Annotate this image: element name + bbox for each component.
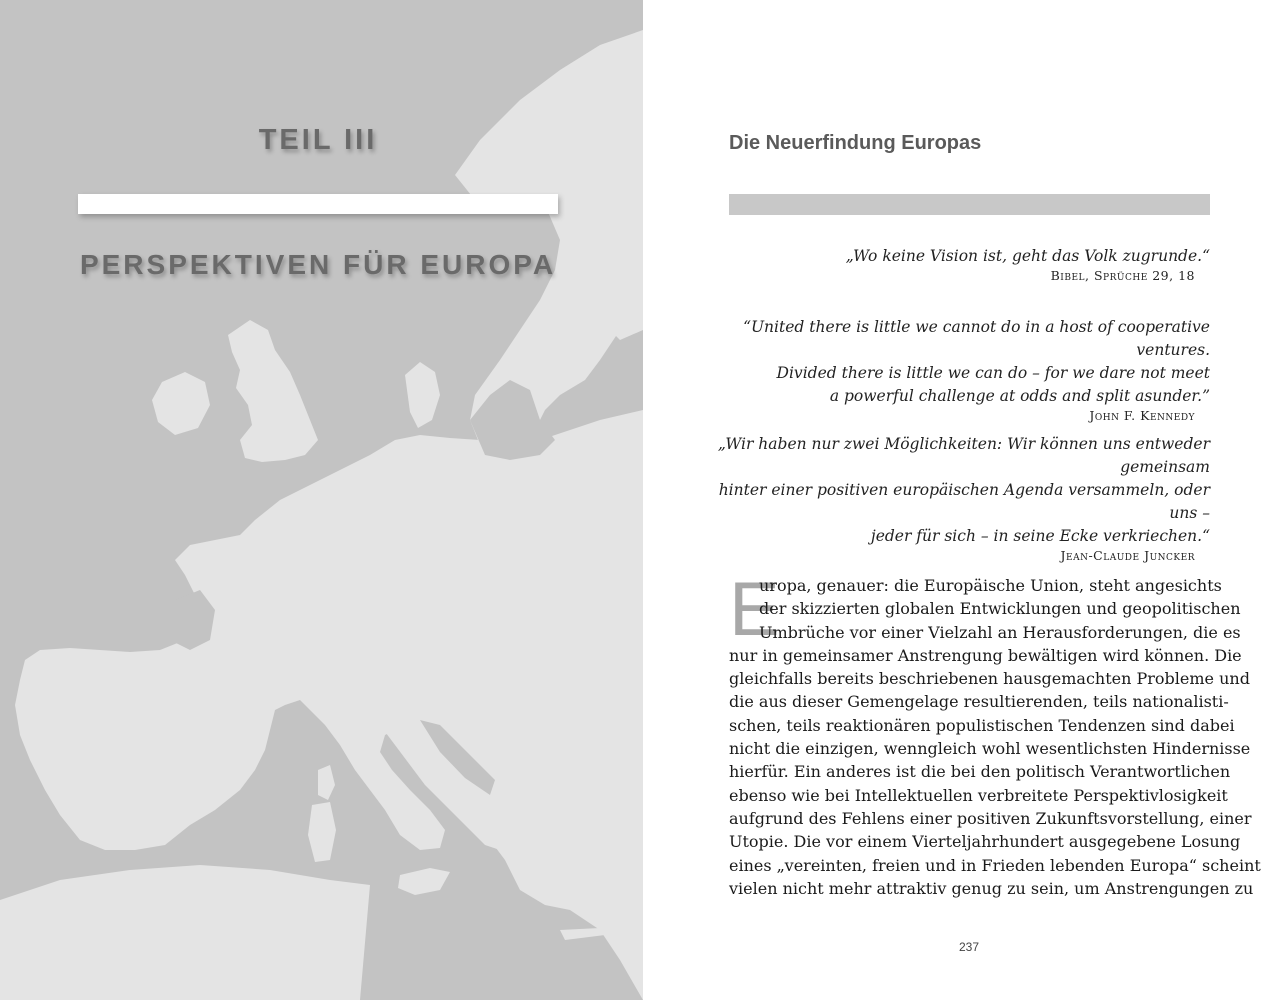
epigraph bbox=[710, 316, 1210, 424]
corsica-island bbox=[318, 765, 335, 800]
right-page bbox=[643, 0, 1286, 1000]
body-line: uropa, genauer: die Europäische Union, steht angesichts bbox=[759, 576, 1222, 595]
body-line: die aus dieser Gemengelage resultierenden, teils nationalisti- bbox=[729, 692, 1229, 712]
body-line: eines „vereinten, freien und in Frieden lebenden Europa“ scheint bbox=[729, 855, 1261, 875]
quote-line: „Wo keine Vision ist, geht das Volk zugrunde.“ bbox=[845, 247, 1210, 265]
ireland-landmass bbox=[152, 372, 210, 435]
epigraph-quote bbox=[710, 433, 1210, 548]
page-number: 237 bbox=[958, 940, 980, 954]
great-britain-landmass bbox=[228, 320, 318, 462]
quote-line: hinter einer positiven europäischen Agenda versammeln, oder uns – bbox=[718, 481, 1210, 522]
body-line: ebenso wie bei Intellektuellen verbreitete Perspektivlosigkeit bbox=[729, 785, 1228, 805]
crete-island bbox=[560, 928, 605, 940]
epigraph-attribution: John F. Kennedy bbox=[1089, 408, 1195, 423]
epigraph-quote bbox=[710, 316, 1210, 408]
sicily-island bbox=[398, 868, 450, 895]
denmark-landmass bbox=[405, 362, 440, 428]
north-africa-landmass bbox=[0, 865, 370, 1000]
quote-line: „Wir haben nur zwei Möglichkeiten: Wir können uns entweder gemeinsam bbox=[717, 435, 1210, 476]
drop-cap: E bbox=[729, 567, 780, 652]
epigraph bbox=[710, 245, 1210, 284]
part-title: PERSPEKTIVEN FÜR EUROPA bbox=[79, 249, 557, 280]
quote-line: Divided there is little we can do – for we dare not meet bbox=[776, 364, 1210, 382]
epigraph-attribution: Jean-Claude Juncker bbox=[1060, 548, 1195, 563]
epigraph-quote bbox=[710, 245, 1210, 268]
body-line: Umbrüche vor einer Vielzahl an Herausforderungen, die es bbox=[759, 622, 1241, 642]
body-line: nicht die einzigen, wenngleich wohl wesentlichsten Hindernisse bbox=[729, 739, 1251, 759]
body-paragraph bbox=[729, 567, 1261, 900]
body-line: vielen nicht mehr attraktiv genug zu sein, um Anstrengungen zu bbox=[729, 878, 1254, 898]
quote-line: a powerful challenge at odds and split asunder.” bbox=[829, 387, 1210, 405]
epigraph bbox=[710, 433, 1210, 564]
sardinia-island bbox=[308, 802, 336, 862]
body-line: aufgrund des Fehlens einer positiven Zukunftsvorstellung, einer bbox=[729, 808, 1252, 828]
chapter-title: Die Neuerfindung Europas bbox=[729, 132, 982, 154]
part-label: TEIL III bbox=[258, 124, 378, 156]
body-line: der skizzierten globalen Entwicklungen und geopolitischen bbox=[759, 599, 1241, 619]
epigraph-attribution: Bibel, Sprüche 29, 18 bbox=[1050, 268, 1195, 283]
quote-line: jeder für sich – in seine Ecke verkriechen.“ bbox=[870, 527, 1210, 545]
body-line: hierfür. Ein anderes ist die bei den politisch Verantwortlichen bbox=[729, 762, 1231, 782]
chapter-divider-bar bbox=[729, 194, 1210, 215]
body-line: nur in gemeinsamer Anstrengung bewältigen wird können. Die bbox=[729, 645, 1242, 665]
body-line: schen, teils reaktionären populistischen Tendenzen sind dabei bbox=[729, 715, 1235, 735]
body-line: gleichfalls bereits beschriebenen hausgemachten Probleme und bbox=[729, 669, 1250, 689]
quote-line: “United there is little we cannot do in a host of cooperative ventures. bbox=[743, 318, 1210, 359]
divider-bar bbox=[78, 194, 558, 214]
body-line: Utopie. Die vor einem Vierteljahrhundert ausgegebene Losung bbox=[729, 832, 1241, 852]
